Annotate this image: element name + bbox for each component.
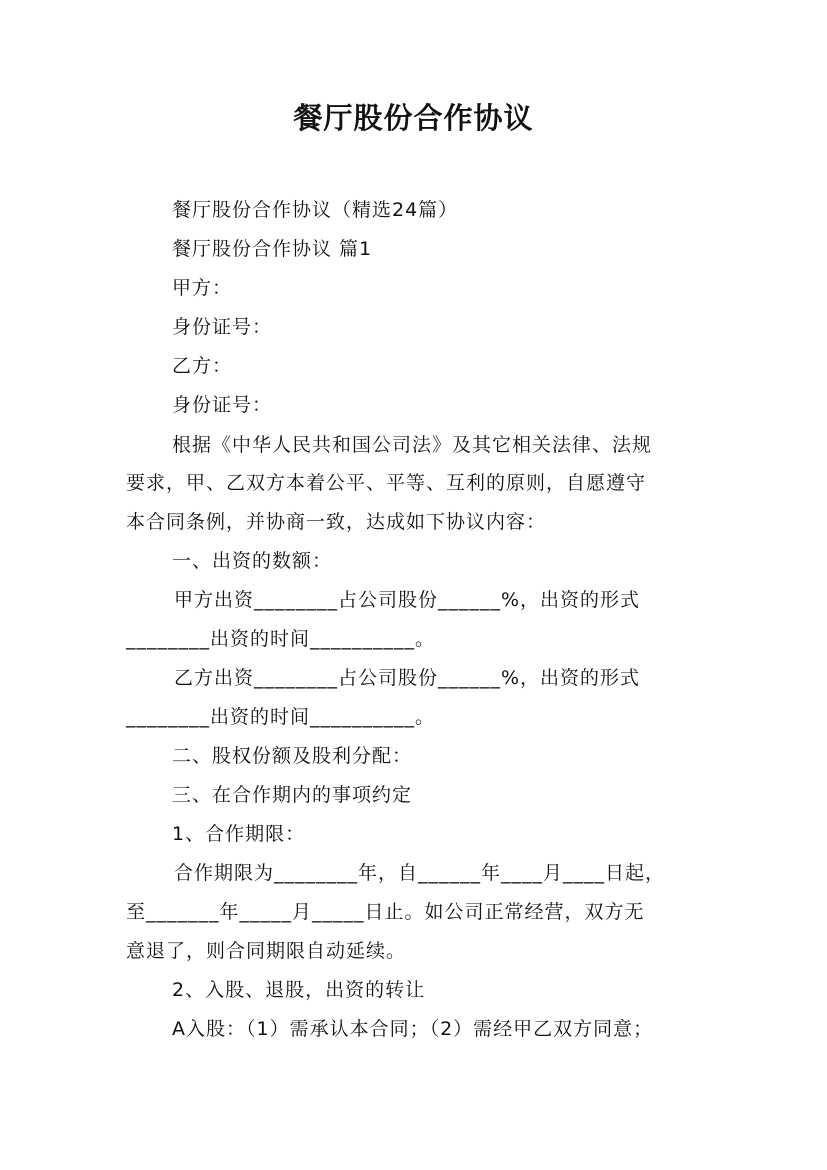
body-paragraph-line-2: 要求，甲、乙双方本着公平、平等、互利的原则，自愿遵守 xyxy=(126,472,647,494)
share-distribution-heading: 二、股权份额及股利分配： xyxy=(172,745,413,767)
party-b-investment-line-2: ________出资的时间__________。 xyxy=(126,706,436,728)
party-a-line: 甲方： xyxy=(172,277,233,299)
party-b-line: 乙方： xyxy=(172,355,233,377)
term-line-3: 意退了，则合同期限自动延续。 xyxy=(126,940,407,962)
cooperation-terms-heading: 三、在合作期内的事项约定 xyxy=(172,784,413,806)
share-transfer-heading: 2、入股、退股，出资的转让 xyxy=(172,979,426,1001)
party-a-investment-line-1: 甲方出资________占公司股份______%，出资的形式 xyxy=(174,589,641,611)
term-line-1: 合作期限为________年，自______年____月____日起， xyxy=(174,862,666,884)
document-title: 餐厅股份合作协议 xyxy=(293,101,534,135)
section-heading-line: 餐厅股份合作协议 篇1 xyxy=(172,238,373,260)
party-b-investment-line-1: 乙方出资________占公司股份______%，出资的形式 xyxy=(174,667,641,689)
party-a-id-line: 身份证号： xyxy=(172,316,273,338)
joining-conditions-line: A入股：（1）需承认本合同；（2）需经甲乙双方同意； xyxy=(172,1018,654,1040)
body-paragraph-line-3: 本合同条例，并协商一致，达成如下协议内容： xyxy=(126,511,547,533)
term-subheading: 1、合作期限： xyxy=(172,823,306,845)
subtitle-line: 餐厅股份合作协议（精选24篇） xyxy=(172,199,459,221)
party-b-id-line: 身份证号： xyxy=(172,394,273,416)
body-paragraph-line-1: 根据《中华人民共和国公司法》及其它相关法律、法规 xyxy=(172,434,653,456)
party-a-investment-line-2: ________出资的时间__________。 xyxy=(126,628,436,650)
term-line-2: 至_______年_____月_____日止。如公司正常经营，双方无 xyxy=(126,901,645,923)
investment-heading: 一、出资的数额： xyxy=(172,550,333,572)
